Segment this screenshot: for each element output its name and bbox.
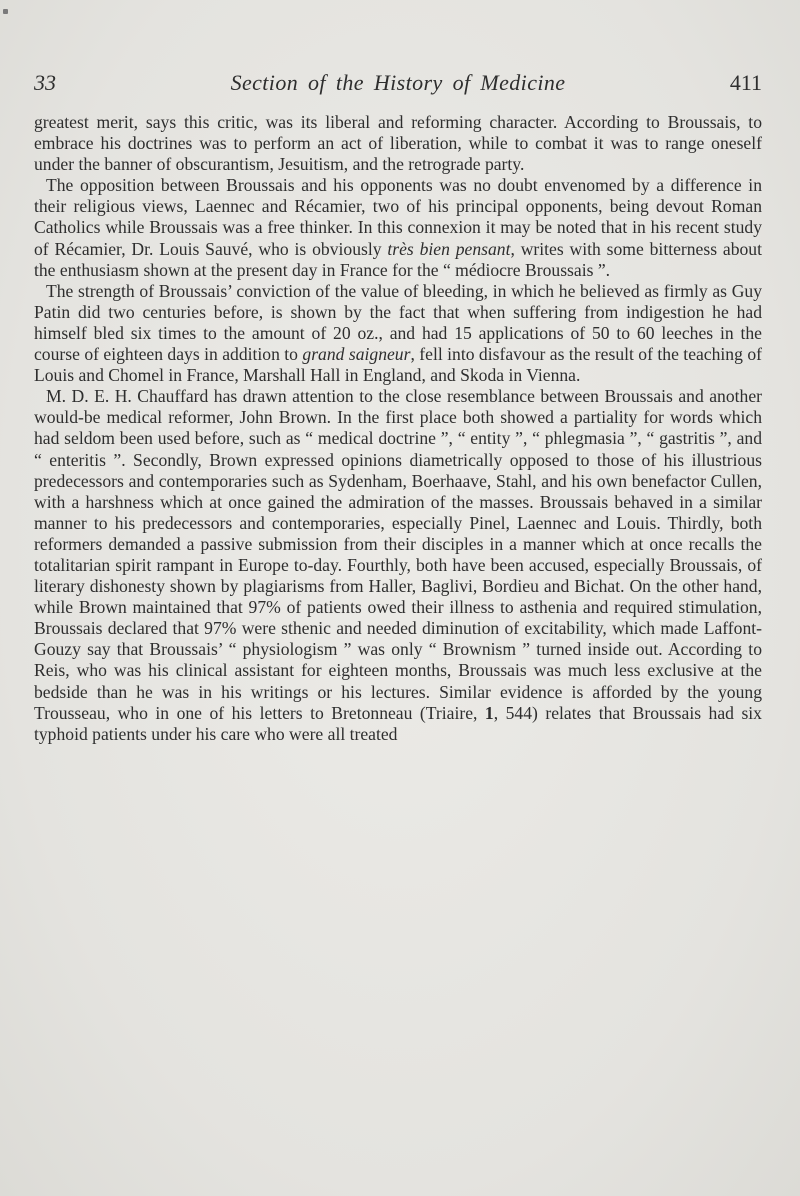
body-text	[34, 112, 762, 745]
paragraph: The opposition between Broussais and his opponents was no doubt envenomed by a difference in their religious views, Laennec and Récamier, two of his principal opponents, being devout Roman Catholics while Broussais was a free thinker. In this connexion it may be noted that in his recent study of Récamier, Dr. Louis Sauvé, who is obviously très bien pensant, writes with some bitterness about the enthusiasm shown at the present day in France for the “ médiocre Broussais ”.	[34, 175, 762, 280]
paragraph: M. D. E. H. Chauffard has drawn attention to the close resemblance between Broussais and another would-be medical reformer, John Brown. In the first place both showed a partiality for words which had seldom been used before, such as “ medical doctrine ”, “ entity ”, “ phlegmasia ”, “ gastritis ”, and “ enteritis ”. Secondly, Brown expressed opinions diametrically opposed to those of his illustrious predecessors and contemporaries such as Sydenham, Boerhaave, Stahl, and his own benefactor Cullen, with a harshness which at once gained the admiration of the masses. Broussais behaved in a similar manner to his predecessors and contemporaries, especially Pinel, Laennec and Louis. Thirdly, both reformers demanded a passive submission from their disciples in a manner which at once recalls the totalitarian spirit rampant in Europe to-day. Fourthly, both have been accused, especially Broussais, of literary dishonesty shown by plagiarisms from Haller, Baglivi, Bordieu and Bichat. On the other hand, while Brown maintained that 97% of patients owed their illness to asthenia and required stimulation, Broussais declared that 97% were sthenic and needed diminution of excitability, which made Laffont-Gouzy say that Broussais’ “ physiologism ” was only “ Brownism ” turned inside out. According to Reis, who was his clinical assistant for eighteen months, Broussais was much less exclusive at the bedside than he was in his writings or his lectures. Similar evidence is afforded by the young Trousseau, who in one of his letters to Bretonneau (Triaire, 1, 544) relates that Broussais had six typhoid patients under his care who were all treated	[34, 386, 762, 744]
running-title: Section of the History of Medicine	[230, 70, 566, 95]
running-header	[34, 70, 762, 95]
left-page-number: 33	[34, 70, 56, 95]
paragraph: greatest merit, says this critic, was its liberal and reforming character. According to Broussais, to embrace his doctrines was to perform an act of liberation, while to combat it was to range oneself under the banner of obscurantism, Jesuitism, and the retrograde party.	[34, 112, 762, 175]
page-number: 411	[729, 70, 762, 95]
corner-mark	[3, 9, 8, 14]
paragraph: The strength of Broussais’ conviction of the value of bleeding, in which he believed as firmly as Guy Patin did two centuries before, is shown by the fact that when suffering from indigestion he had himself bled six times to the amount of 20 oz., and had 15 applications of 50 to 60 leeches in the course of eighteen days in addition to grand saigneur, fell into disfavour as the result of the teaching of Louis and Chomel in France, Marshall Hall in England, and Skoda in Vienna.	[34, 280, 762, 386]
